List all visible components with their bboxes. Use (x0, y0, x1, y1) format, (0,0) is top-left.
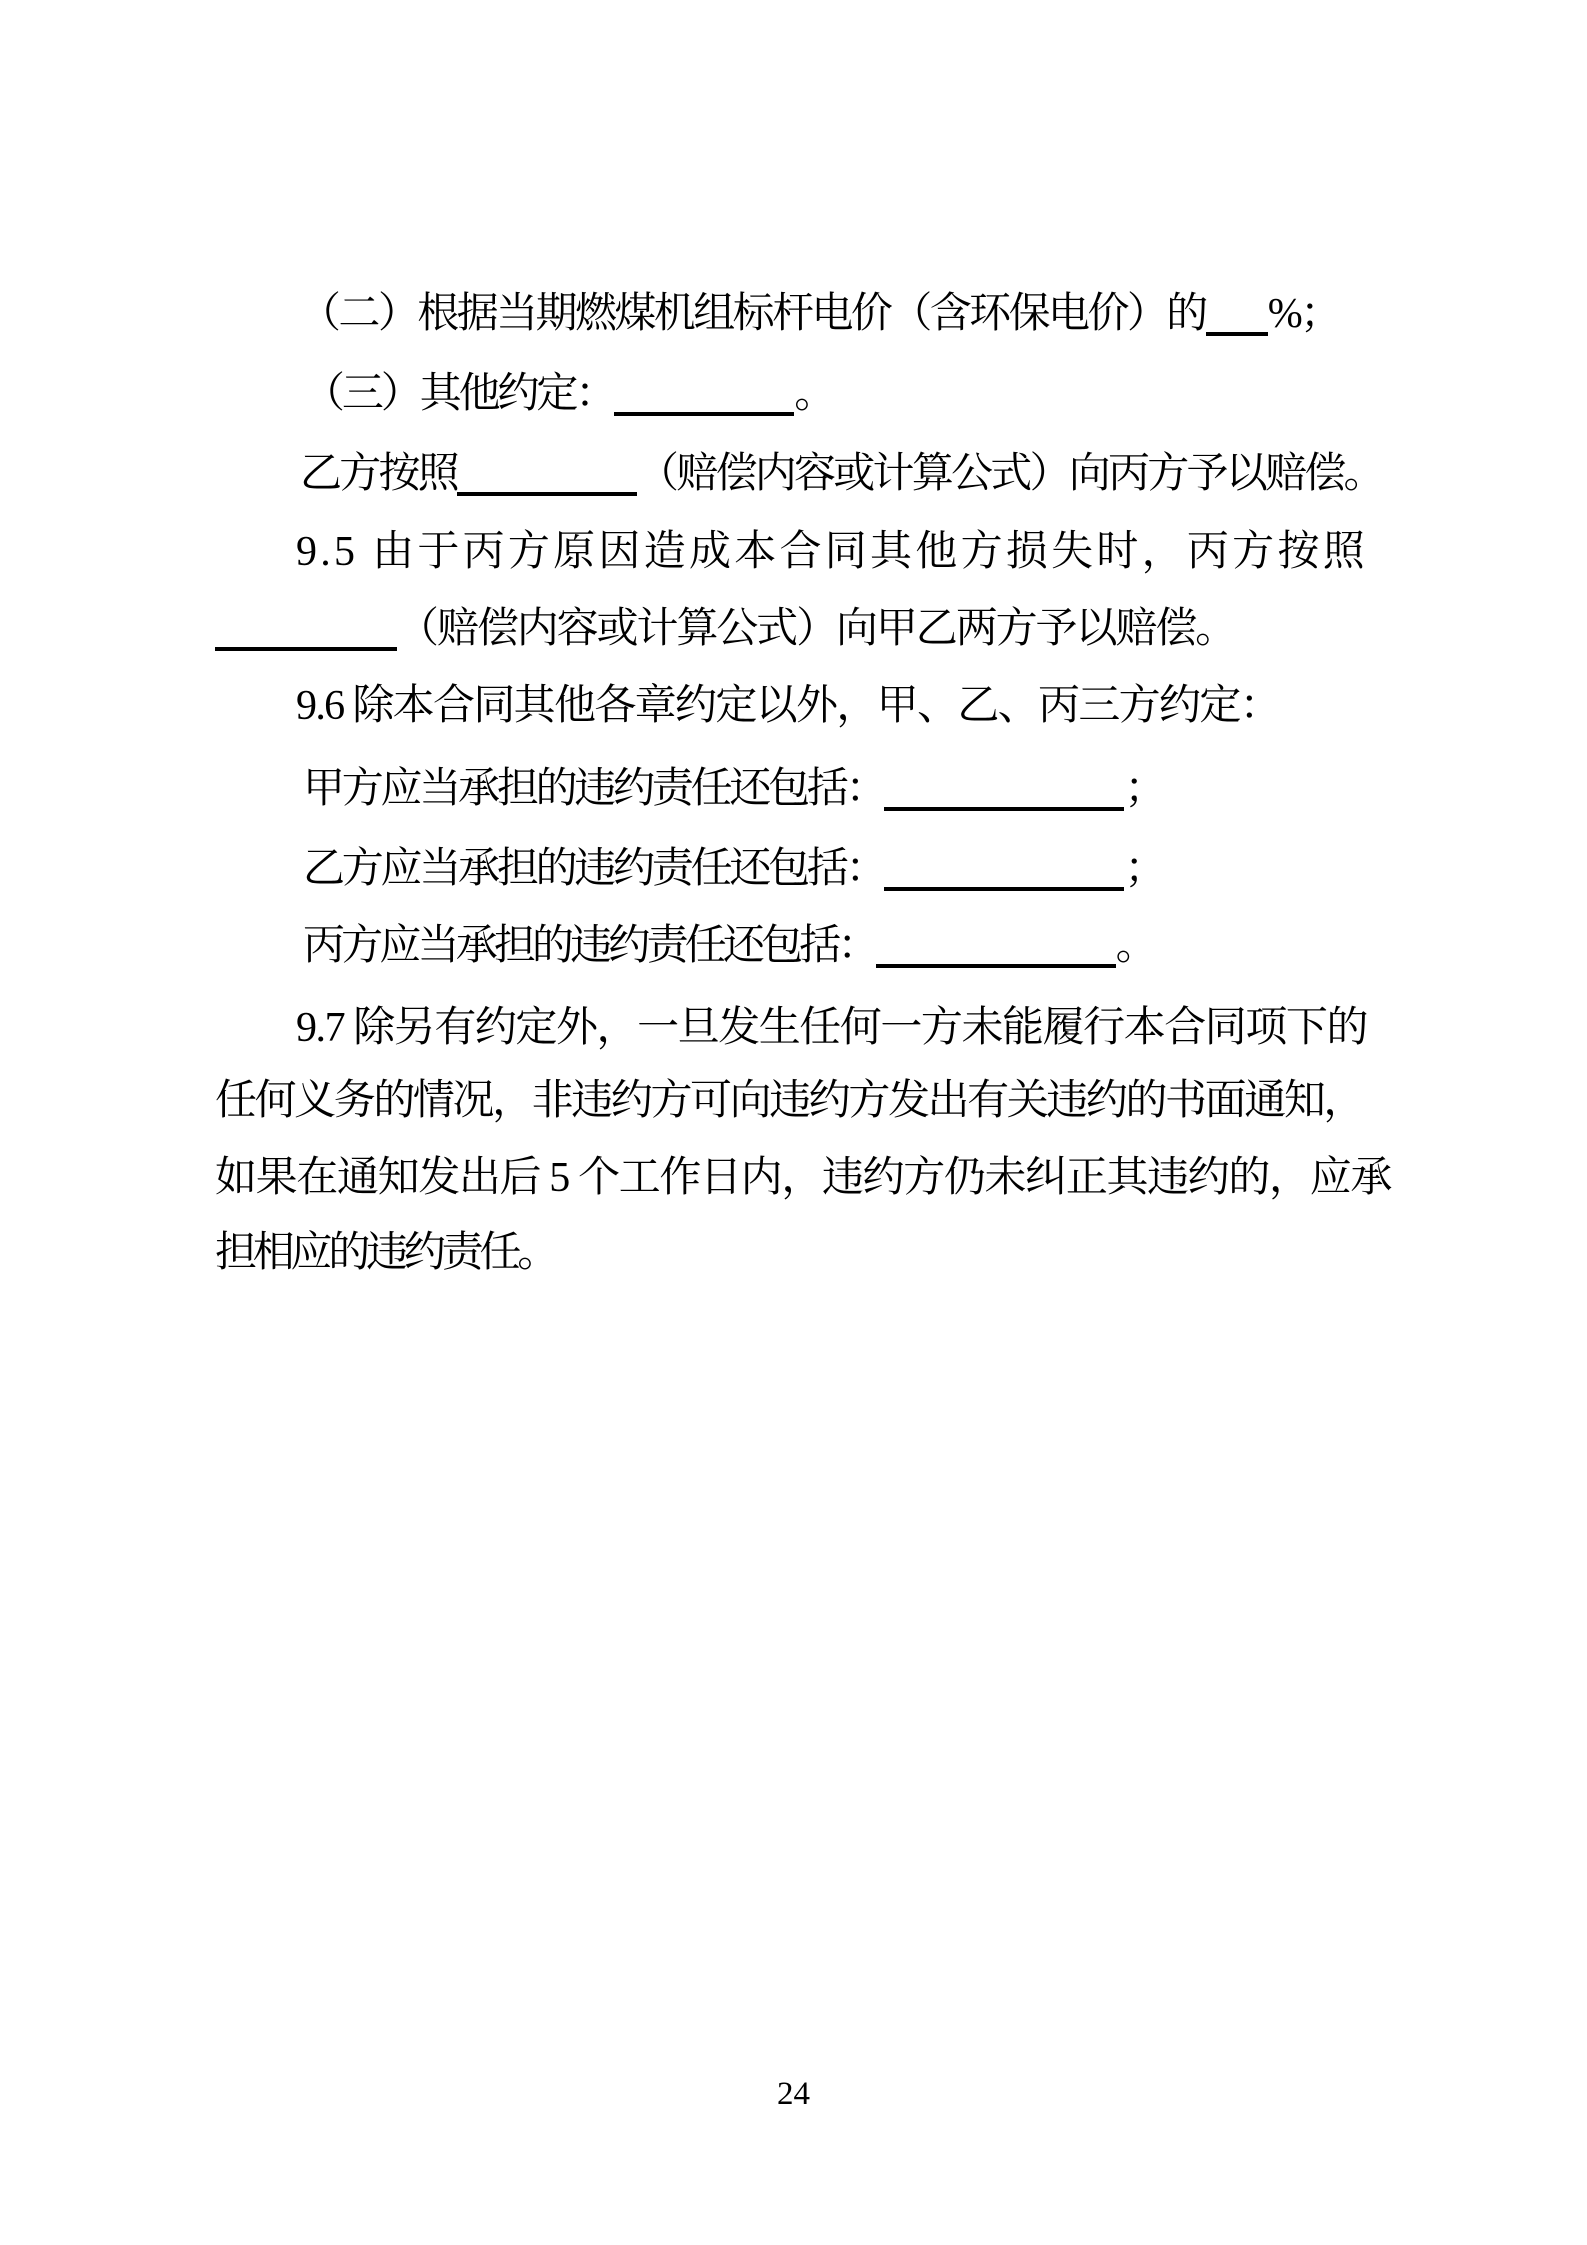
text-segment: （三）其他约定： (303, 369, 615, 416)
blank-underline (884, 882, 1124, 891)
text-segment: 。 (794, 369, 834, 416)
document-line (299, 289, 1340, 337)
text-segment: 如果在通知发出后 (215, 1153, 541, 1200)
document-line (296, 1003, 1368, 1051)
blank-underline (876, 959, 1116, 968)
blank-underline (457, 487, 637, 496)
text-segment: 乙方按照 (300, 449, 457, 496)
document-line (300, 449, 1383, 496)
text-segment: （赔偿内容或计算公式）向丙方予以赔偿。 (637, 449, 1383, 496)
text-segment: 除另有约定外，一旦发生任何一方未能履行本合同项下的 (353, 1003, 1368, 1050)
text-segment: 个工作日内，违约方仍未纠正其违约的，应承 (578, 1153, 1391, 1200)
document-line (296, 527, 1368, 575)
text-segment: 9.5 (296, 529, 373, 575)
document-line (296, 681, 1280, 729)
blank-underline (614, 407, 794, 416)
blank-underline (1206, 327, 1268, 336)
blank-underline (884, 802, 1124, 811)
text-segment: ； (1124, 764, 1164, 811)
document-line (303, 764, 1164, 811)
text-segment: 担相应的违约责任。 (215, 1228, 555, 1275)
text-segment: 。 (1115, 921, 1154, 968)
page-number-label: 24 (777, 2076, 810, 2112)
document-line (303, 369, 834, 416)
document-line (303, 921, 1154, 968)
text-segment: ； (1124, 844, 1164, 891)
text-segment: ； (1300, 289, 1340, 336)
text-segment: 甲方应当承担的违约责任还包括： (303, 764, 885, 811)
document-line (215, 1153, 1391, 1201)
text-segment: 任何义务的情况，非违约方可向违约方发出有关违约的书面通知， (215, 1076, 1363, 1123)
text-segment: 由于丙方原因造成本合同其他方损失时，丙方按照 (372, 527, 1368, 574)
text-segment: % (1267, 291, 1301, 337)
text-segment: 9.6 (296, 683, 353, 729)
text-segment: （赔偿内容或计算公式）向甲乙两方予以赔偿。 (397, 604, 1236, 651)
text-segment: 乙方应当承担的违约责任还包括： (303, 844, 885, 891)
document-line (215, 1076, 1363, 1123)
document-line (215, 604, 1236, 651)
text-segment: 9.7 (296, 1005, 354, 1051)
document-line (303, 844, 1164, 891)
blank-underline (215, 642, 397, 651)
document-line (215, 1228, 555, 1275)
text-segment: 5 (540, 1155, 579, 1201)
text-segment: （二）根据当期燃煤机组标杆电价（含环保电价）的 (299, 289, 1206, 336)
text-segment: 除本合同其他各章约定以外，甲、乙、丙三方约定： (352, 681, 1280, 728)
text-segment: 丙方应当承担的违约责任还包括： (303, 921, 876, 968)
